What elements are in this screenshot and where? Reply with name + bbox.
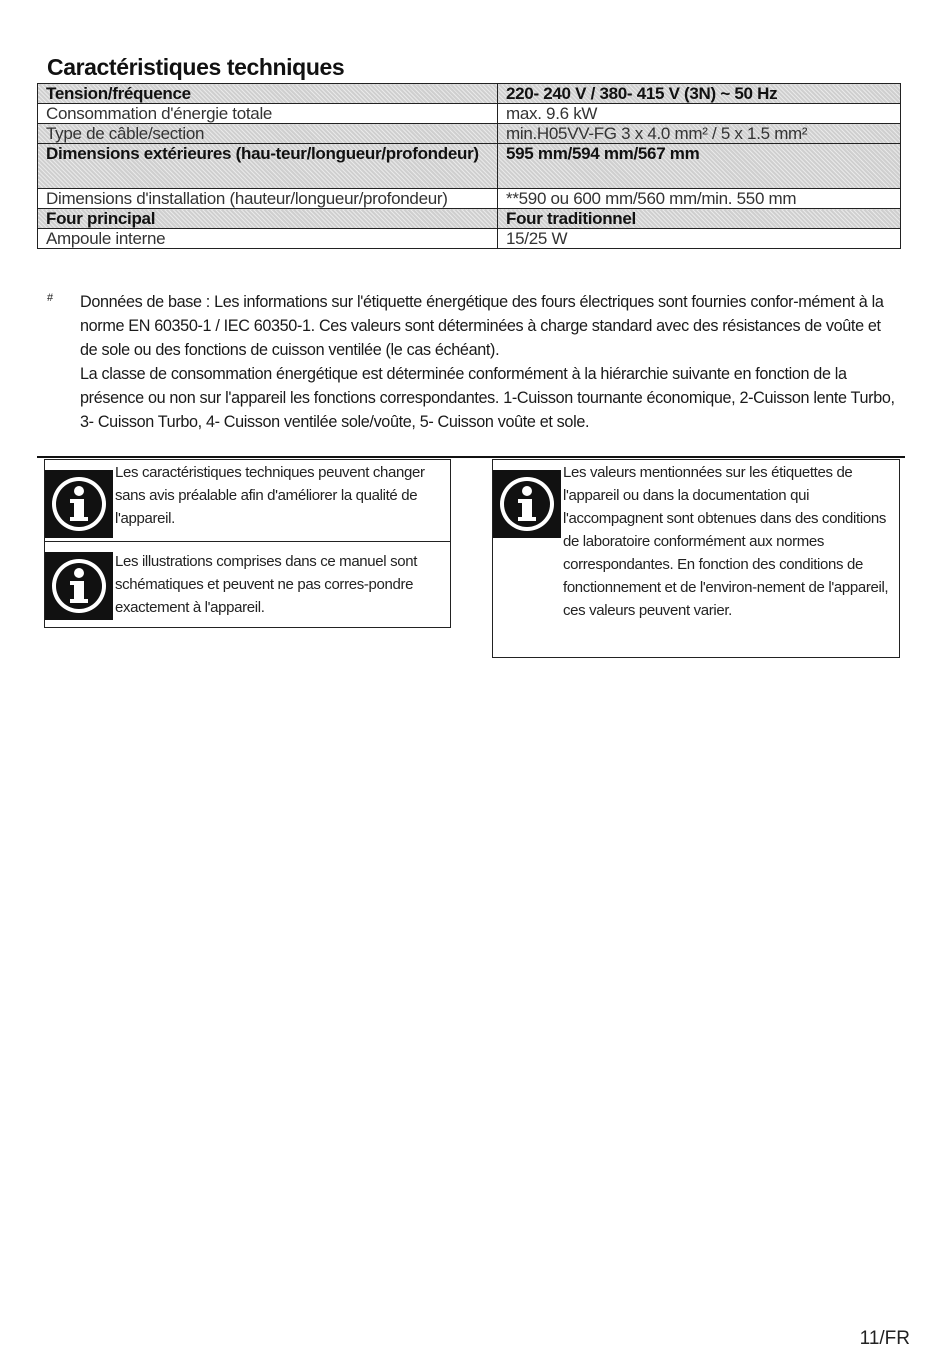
table-row	[38, 144, 901, 189]
spec-value: Four traditionnel	[498, 209, 901, 229]
table-row	[38, 84, 901, 104]
info-box-left	[44, 459, 451, 628]
spec-label: Consommation d'énergie totale	[38, 104, 498, 124]
footnote-paragraph: Données de base : Les informations sur l'étiquette énergétique des fours électriques sont fournies confor-mément à la norme EN 60350-1 / IEC 60350-1. Ces valeurs sont déterminées à charge standard avec des résistances de voûte et de sole ou des fonctions de cuisson ventilée (le cas échéant).	[80, 293, 884, 359]
info-note	[493, 460, 899, 622]
spec-table	[37, 83, 901, 249]
info-note-text: Les caractéristiques techniques peuvent changer sans avis préalable afin d'améliorer la qualité de l'appareil.	[115, 464, 425, 527]
spec-value: min.H05VV-FG 3 x 4.0 mm² / 5 x 1.5 mm²	[498, 124, 901, 144]
info-note-text: Les valeurs mentionnées sur les étiquettes de l'appareil ou dans la documentation qui l'accompagnent sont obtenues dans des conditions de laboratoire conformément aux normes correspondantes. En fonction des conditions de fonctionnement et de l'environ-nement de l'appareil, ces valeurs peuvent varier.	[563, 464, 889, 619]
footnote-paragraph: La classe de consommation énergétique est déterminée conformément à la hiérarchie suivante en fonction de la présence ou non sur l'appareil les fonctions correspondantes. 1-Cuisson tournante économique, 2-Cuisson lente Turbo, 3- Cuisson Turbo, 4- Cuisson ventilée sole/voûte, 5- Cuisson voûte et sole.	[80, 365, 895, 431]
spec-label: Four principal	[38, 209, 498, 229]
spec-label: Tension/fréquence	[38, 84, 498, 104]
spec-value: 595 mm/594 mm/567 mm	[498, 144, 901, 189]
spec-value: 15/25 W	[498, 229, 901, 249]
info-note-text: Les illustrations comprises dans ce manuel sont schématiques et peuvent ne pas corres-pondre exactement à l'appareil.	[115, 553, 418, 616]
info-icon	[493, 470, 561, 538]
info-note	[45, 460, 450, 542]
table-row	[38, 189, 901, 209]
spec-label: Type de câble/section	[38, 124, 498, 144]
section-divider	[37, 456, 905, 458]
spec-label: Ampoule interne	[38, 229, 498, 249]
spec-value: **590 ou 600 mm/560 mm/min. 550 mm	[498, 189, 901, 209]
spec-label: Dimensions d'installation (hauteur/longueur/profondeur)	[38, 189, 498, 209]
info-box-right	[492, 459, 900, 658]
footnote-mark: #	[47, 292, 53, 304]
table-row	[38, 229, 901, 249]
spec-value: 220- 240 V / 380- 415 V (3N) ~ 50 Hz	[498, 84, 901, 104]
table-row	[38, 104, 901, 124]
info-icon	[45, 470, 113, 538]
footnote	[47, 290, 897, 434]
spec-value: max. 9.6 kW	[498, 104, 901, 124]
table-row	[38, 209, 901, 229]
table-row	[38, 124, 901, 144]
info-icon	[45, 552, 113, 620]
spec-label: Dimensions extérieures (hau-teur/longueur/profondeur)	[38, 144, 498, 189]
page-title: Caractéristiques techniques	[47, 54, 345, 80]
info-note	[45, 542, 450, 620]
page-number: 11/FR	[859, 1328, 910, 1349]
